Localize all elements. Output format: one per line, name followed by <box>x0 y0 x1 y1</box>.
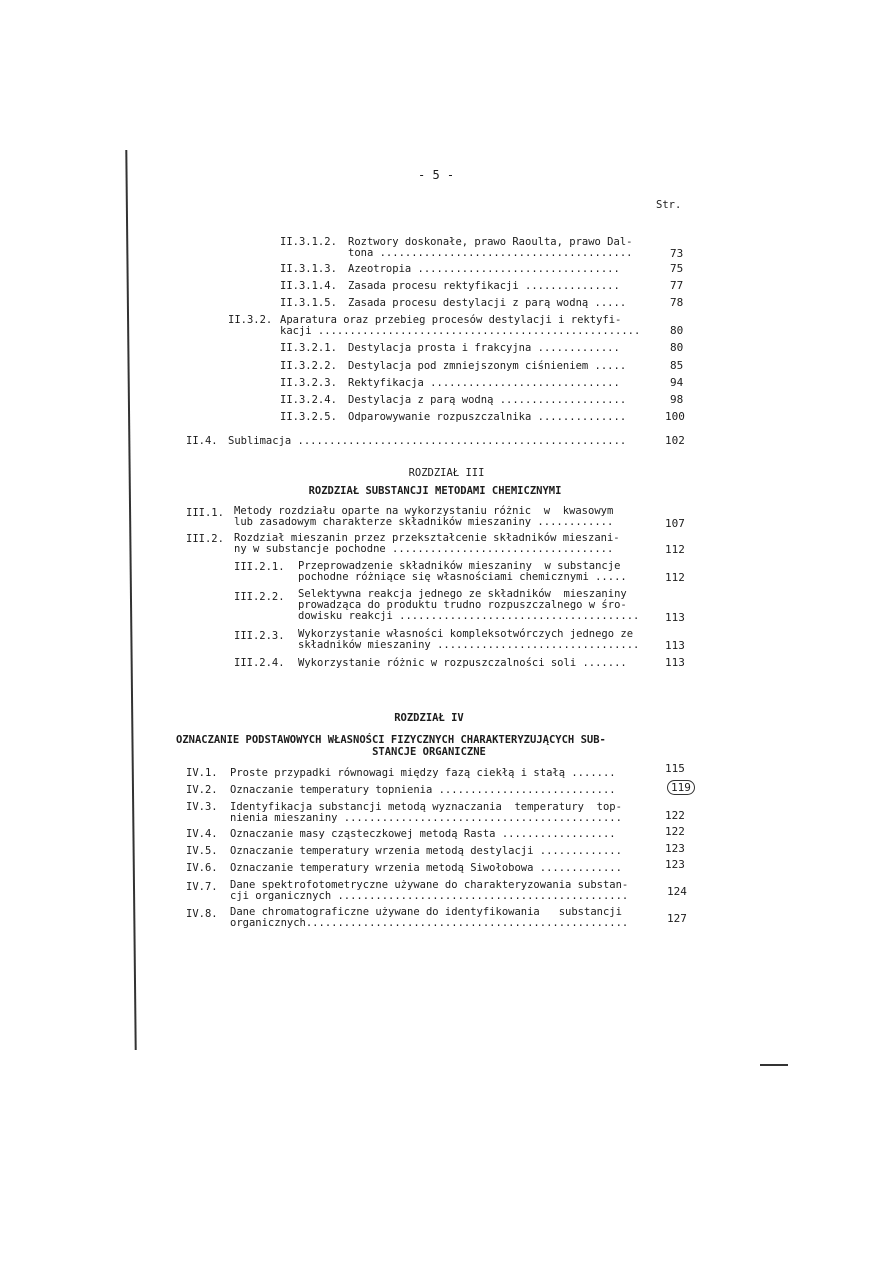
toc-page: 113 <box>665 611 685 624</box>
toc-num: III.2.1. <box>234 561 285 573</box>
toc-title: Destylacja z parą wodną .................... <box>348 394 627 406</box>
toc-page: 80 <box>670 341 684 354</box>
toc-page: 77 <box>670 279 684 292</box>
toc-title: Rozdział mieszanin przez przekształcenie składników mieszani- <box>234 532 620 544</box>
toc-page: 75 <box>670 262 684 275</box>
toc-num: II.3.2.3. <box>280 377 337 389</box>
toc-num: II.3.1.5. <box>280 297 337 309</box>
toc-title-cont: prowadząca do produktu trudno rozpuszczalnego w śro- <box>298 599 627 611</box>
toc-page: 73 <box>670 247 684 260</box>
toc-title: Dane chromatograficzne używane do identyfikowania substancji <box>230 906 622 918</box>
toc-title: Rektyfikacja .............................. <box>348 377 620 389</box>
toc-num: IV.7. <box>186 881 218 893</box>
toc-num: III.2.4. <box>234 657 285 669</box>
toc-title: Azeotropia ................................ <box>348 263 620 275</box>
toc-title: Dane spektrofotometryczne używane do charakteryzowania substan- <box>230 879 629 891</box>
toc-title-cont: kacji ................................................... <box>280 325 641 337</box>
bottom-right-mark <box>760 1064 788 1066</box>
toc-num: III.2.2. <box>234 591 285 603</box>
toc-title: Aparatura oraz przebieg procesów destylacji i rektyfi- <box>280 314 622 326</box>
toc-page: 119 <box>667 780 695 795</box>
toc-num: II.4. <box>186 435 218 447</box>
toc-title-cont: tona ........................................ <box>348 247 633 259</box>
toc-num: IV.1. <box>186 767 218 779</box>
toc-title: Przeprowadzenie składników mieszaniny w substancje <box>298 560 621 572</box>
toc-title: Identyfikacja substancji metodą wyznaczania temperatury top- <box>230 801 622 813</box>
toc-num: II.3.2. <box>228 314 273 326</box>
toc-num: IV.3. <box>186 801 218 813</box>
toc-num: II.3.2.1. <box>280 342 337 354</box>
toc-page: 94 <box>670 376 684 389</box>
toc-num: III.2. <box>186 533 224 545</box>
chapter-3-label: ROZDZIAŁ III <box>408 467 485 479</box>
toc-page: 100 <box>665 410 685 423</box>
toc-num: II.3.1.3. <box>280 263 337 275</box>
toc-title: Oznaczanie masy cząsteczkowej metodą Rasta .................. <box>230 828 616 840</box>
toc-page: 113 <box>665 656 685 669</box>
toc-page: 124 <box>667 885 687 898</box>
toc-title: Oznaczanie temperatury topnienia ............................ <box>230 784 616 796</box>
toc-num: IV.6. <box>186 862 218 874</box>
toc-title-cont: organicznych................................................... <box>230 917 629 929</box>
toc-title: Selektywna reakcja jednego ze składników mieszaniny <box>298 588 627 600</box>
page-number: - 5 - <box>418 168 455 182</box>
toc-page: 122 <box>665 825 685 838</box>
toc-page: 112 <box>665 571 685 584</box>
toc-page: 115 <box>665 762 685 775</box>
toc-title: Odparowywanie rozpuszczalnika .............. <box>348 411 627 423</box>
toc-num: IV.8. <box>186 908 218 920</box>
toc-num: II.3.2.4. <box>280 394 337 406</box>
toc-title: Destylacja prosta i frakcyjna ............. <box>348 342 620 354</box>
toc-num: II.3.1.2. <box>280 236 337 248</box>
toc-title: Zasada procesu rektyfikacji ............... <box>348 280 620 292</box>
chapter-4-title-cont: STANCJE ORGANICZNE <box>372 746 486 758</box>
column-header: Str. <box>656 199 682 211</box>
toc-page: 112 <box>665 543 685 556</box>
toc-page: 78 <box>670 296 684 309</box>
toc-title: Roztwory doskonałe, prawo Raoulta, prawo Dal- <box>348 236 633 248</box>
left-margin-line <box>125 150 136 1050</box>
toc-title: Wykorzystanie własności kompleksotwórczych jednego ze <box>298 628 634 640</box>
toc-page: 85 <box>670 359 684 372</box>
toc-page: 98 <box>670 393 684 406</box>
chapter-4-label: ROZDZIAŁ IV <box>394 712 464 724</box>
toc-title-cont: pochodne różniące się własnościami chemicznymi ..... <box>298 571 627 583</box>
toc-page: 80 <box>670 324 684 337</box>
toc-title-cont: ny w substancje pochodne ................................... <box>234 543 614 555</box>
toc-title: Wykorzystanie różnic w rozpuszczalności soli ....... <box>298 657 627 669</box>
toc-title-cont: składników mieszaniny ................................ <box>298 639 640 651</box>
chapter-3-title: ROZDZIAŁ SUBSTANCJI METODAMI CHEMICZNYMI <box>308 485 562 497</box>
toc-num: IV.4. <box>186 828 218 840</box>
toc-num: II.3.1.4. <box>280 280 337 292</box>
toc-page: 113 <box>665 639 685 652</box>
toc-title-cont: nienia mieszaniny ............................................ <box>230 812 622 824</box>
toc-page: 107 <box>665 517 685 530</box>
toc-title: Proste przypadki równowagi między fazą ciekłą i stałą ....... <box>230 767 616 779</box>
toc-title-cont: dowisku reakcji ...................................... <box>298 610 640 622</box>
toc-title: Oznaczanie temperatury wrzenia metodą Siwołobowa ............. <box>230 862 622 874</box>
toc-title-cont: cji organicznych .............................................. <box>230 890 629 902</box>
toc-num: IV.5. <box>186 845 218 857</box>
toc-title-cont: lub zasadowym charakterze składników mieszaniny ............ <box>234 516 614 528</box>
toc-num: II.3.2.2. <box>280 360 337 372</box>
toc-page: 127 <box>667 912 687 925</box>
toc-title: Metody rozdziału oparte na wykorzystaniu różnic w kwasowym <box>234 505 614 517</box>
toc-page: 123 <box>665 842 685 855</box>
toc-num: III.1. <box>186 507 224 519</box>
toc-page: 123 <box>665 858 685 871</box>
toc-title: Sublimacja .................................................... <box>228 435 627 447</box>
toc-title: Zasada procesu destylacji z parą wodną ..... <box>348 297 627 309</box>
toc-num: II.3.2.5. <box>280 411 337 423</box>
toc-num: IV.2. <box>186 784 218 796</box>
toc-title: Destylacja pod zmniejszonym ciśnieniem ..... <box>348 360 627 372</box>
toc-title: Oznaczanie temperatury wrzenia metodą destylacji ............. <box>230 845 622 857</box>
toc-page: 122 <box>665 809 685 822</box>
chapter-4-title: OZNACZANIE PODSTAWOWYCH WŁASNOŚCI FIZYCZNYCH CHARAKTERYZUJĄCYCH SUB- <box>176 734 606 746</box>
toc-page: 102 <box>665 434 685 447</box>
toc-num: III.2.3. <box>234 630 285 642</box>
